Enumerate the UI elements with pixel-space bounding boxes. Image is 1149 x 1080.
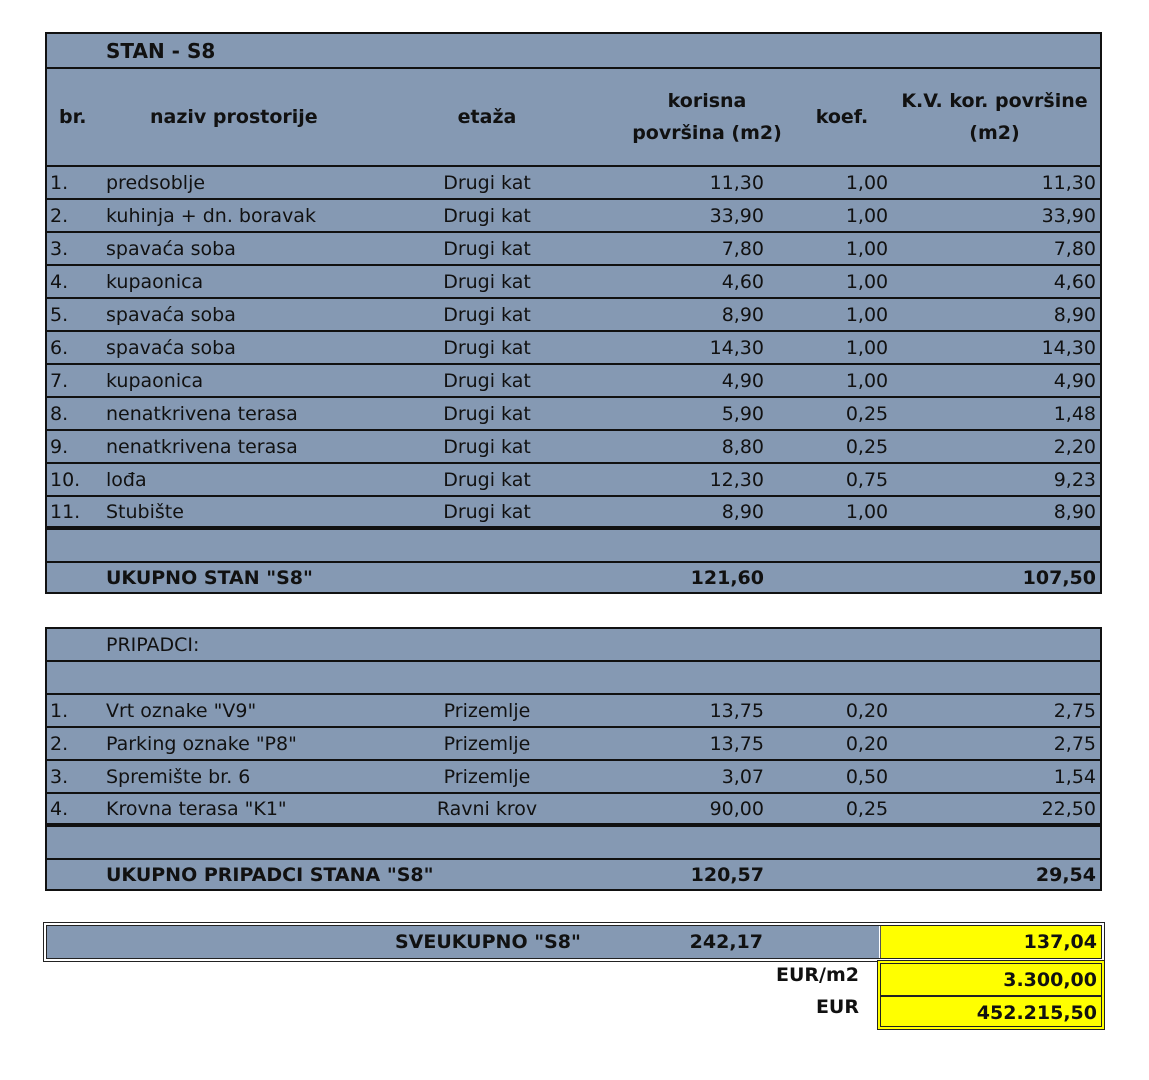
coefficient: 0,25 — [845, 402, 889, 425]
table-row — [47, 231, 1100, 264]
col-header-coef: koef. — [815, 106, 869, 128]
coefficient: 1,00 — [845, 237, 889, 260]
row-number: 9. — [50, 435, 69, 458]
room-name: spavaća soba — [106, 237, 236, 260]
coefficient: 0,20 — [845, 699, 889, 722]
weighted-area: 2,75 — [1053, 732, 1096, 755]
coefficient: 1,00 — [845, 500, 889, 523]
weighted-area: 9,23 — [1053, 468, 1096, 491]
coefficient: 0,25 — [845, 797, 889, 820]
col-header-kv-line1: K.V. kor. površine — [901, 90, 1088, 112]
table-row — [47, 396, 1100, 429]
table-row — [47, 297, 1100, 330]
floor: Prizemlje — [443, 732, 531, 755]
table-row — [47, 429, 1100, 462]
table-row — [47, 792, 1100, 825]
usable-area: 8,80 — [721, 435, 764, 458]
apartment-total-label: UKUPNO STAN "S8" — [106, 566, 313, 589]
row-number: 2. — [50, 204, 69, 227]
usable-area: 8,90 — [721, 303, 764, 326]
row-number: 4. — [50, 270, 69, 293]
usable-area: 13,75 — [709, 732, 764, 755]
row-number: 1. — [50, 699, 69, 722]
floor: Drugi kat — [443, 270, 531, 293]
floor: Drugi kat — [443, 336, 531, 359]
usable-area: 5,90 — [721, 402, 764, 425]
coefficient: 1,00 — [845, 171, 889, 194]
coefficient: 1,00 — [845, 336, 889, 359]
col-header-area-line2: površina (m2) — [632, 122, 782, 144]
blank-row — [47, 825, 1100, 858]
apartment-title-row — [47, 32, 1100, 67]
appurtenances-total-row — [47, 858, 1100, 891]
floor: Prizemlje — [443, 765, 531, 788]
coefficient: 1,00 — [845, 369, 889, 392]
usable-area: 3,07 — [721, 765, 764, 788]
row-number: 3. — [50, 765, 69, 788]
weighted-area: 4,60 — [1053, 270, 1096, 293]
table-row — [47, 330, 1100, 363]
floor: Drugi kat — [443, 435, 531, 458]
floor: Drugi kat — [443, 500, 531, 523]
usable-area: 8,90 — [721, 500, 764, 523]
weighted-area: 8,90 — [1053, 303, 1096, 326]
row-number: 1. — [50, 171, 69, 194]
weighted-area: 8,90 — [1053, 500, 1096, 523]
col-header-area-line1: korisna — [667, 90, 747, 112]
floor: Drugi kat — [443, 369, 531, 392]
row-number: 11. — [50, 500, 81, 523]
appurtenances-title: PRIPADCI: — [106, 633, 200, 656]
room-name: kuhinja + dn. boravak — [106, 204, 316, 227]
floor: Drugi kat — [443, 468, 531, 491]
table-row — [47, 165, 1100, 198]
table-row — [47, 495, 1100, 528]
coefficient: 0,20 — [845, 732, 889, 755]
weighted-area: 22,50 — [1041, 797, 1096, 820]
row-number: 10. — [50, 468, 81, 491]
room-name: nenatkrivena terasa — [106, 435, 298, 458]
room-name: Parking oznake "P8" — [106, 732, 297, 755]
col-header-name: naziv prostorije — [150, 106, 318, 128]
weighted-area: 33,90 — [1041, 204, 1096, 227]
grand-total-row — [43, 922, 1105, 962]
usable-area: 33,90 — [709, 204, 764, 227]
appurtenances-title-row — [47, 627, 1100, 660]
weighted-area: 4,90 — [1053, 369, 1096, 392]
weighted-area: 1,54 — [1053, 765, 1096, 788]
col-header-area — [607, 69, 807, 165]
apartment-total-area: 121,60 — [690, 566, 764, 589]
table-row — [47, 198, 1100, 231]
coefficient: 0,50 — [845, 765, 889, 788]
room-name: kupaonica — [106, 270, 204, 293]
floor: Drugi kat — [443, 303, 531, 326]
floor: Ravni krov — [436, 797, 538, 820]
usable-area: 4,60 — [721, 270, 764, 293]
floor: Prizemlje — [443, 699, 531, 722]
col-header-no: br. — [59, 106, 87, 128]
appurtenances-total-kv: 29,54 — [1035, 863, 1096, 886]
row-number: 7. — [50, 369, 69, 392]
column-header-row — [47, 67, 1100, 165]
coefficient: 0,75 — [845, 468, 889, 491]
row-number: 3. — [50, 237, 69, 260]
price-per-m2-value: 3.300,00 — [881, 964, 1101, 997]
table-row — [47, 759, 1100, 792]
col-header-floor: etaža — [457, 106, 517, 128]
room-name: Krovna terasa "K1" — [106, 797, 287, 820]
coefficient: 1,00 — [845, 270, 889, 293]
price-box — [877, 960, 1105, 1030]
apartment-title: STAN - S8 — [106, 38, 216, 63]
weighted-area: 2,20 — [1053, 435, 1096, 458]
room-name: Spremište br. 6 — [106, 765, 251, 788]
table-row — [47, 264, 1100, 297]
blank-row — [47, 660, 1100, 693]
floor: Drugi kat — [443, 237, 531, 260]
usable-area: 11,30 — [709, 171, 764, 194]
usable-area: 12,30 — [709, 468, 764, 491]
usable-area: 13,75 — [709, 699, 764, 722]
room-name: Stubište — [106, 500, 184, 523]
room-name: spavaća soba — [106, 336, 236, 359]
price-label: EUR — [815, 996, 859, 1018]
floor: Drugi kat — [443, 402, 531, 425]
price-value: 452.215,50 — [976, 1001, 1097, 1024]
appurtenances-total-label: UKUPNO PRIPADCI STANA "S8" — [106, 863, 434, 886]
row-number: 4. — [50, 797, 69, 820]
row-number: 6. — [50, 336, 69, 359]
col-header-kv-line2: (m2) — [969, 122, 1020, 144]
grand-total-kv: 137,04 — [880, 926, 1101, 958]
coefficient: 0,25 — [845, 435, 889, 458]
room-name: lođa — [106, 468, 147, 491]
weighted-area: 1,48 — [1053, 402, 1096, 425]
grand-total-label: SVEUKUPNO "S8" — [395, 931, 581, 953]
usable-area: 14,30 — [709, 336, 764, 359]
table-row — [47, 363, 1100, 396]
row-number: 5. — [50, 303, 69, 326]
weighted-area: 2,75 — [1053, 699, 1096, 722]
floor: Drugi kat — [443, 171, 531, 194]
table-row — [47, 462, 1100, 495]
coefficient: 1,00 — [845, 204, 889, 227]
table-row — [47, 726, 1100, 759]
floor: Drugi kat — [443, 204, 531, 227]
grand-total-area: 242,17 — [689, 931, 763, 953]
usable-area: 4,90 — [721, 369, 764, 392]
weighted-area: 11,30 — [1041, 171, 1096, 194]
col-header-kv — [887, 69, 1102, 165]
blank-row — [47, 528, 1100, 561]
weighted-area: 14,30 — [1041, 336, 1096, 359]
weighted-area: 7,80 — [1053, 237, 1096, 260]
room-name: spavaća soba — [106, 303, 236, 326]
row-number: 2. — [50, 732, 69, 755]
room-name: nenatkrivena terasa — [106, 402, 298, 425]
apartment-total-row — [47, 561, 1100, 594]
appurtenances-total-area: 120,57 — [690, 863, 764, 886]
usable-area: 7,80 — [721, 237, 764, 260]
price-per-m2-label: EUR/m2 — [776, 964, 859, 986]
apartment-total-kv: 107,50 — [1022, 566, 1096, 589]
usable-area: 90,00 — [709, 797, 764, 820]
table-row — [47, 693, 1100, 726]
coefficient: 1,00 — [845, 303, 889, 326]
row-number: 8. — [50, 402, 69, 425]
apartment-table — [45, 32, 1102, 594]
room-name: predsoblje — [106, 171, 206, 194]
room-name: Vrt oznake "V9" — [106, 699, 257, 722]
appurtenances-table — [45, 627, 1102, 891]
room-name: kupaonica — [106, 369, 204, 392]
